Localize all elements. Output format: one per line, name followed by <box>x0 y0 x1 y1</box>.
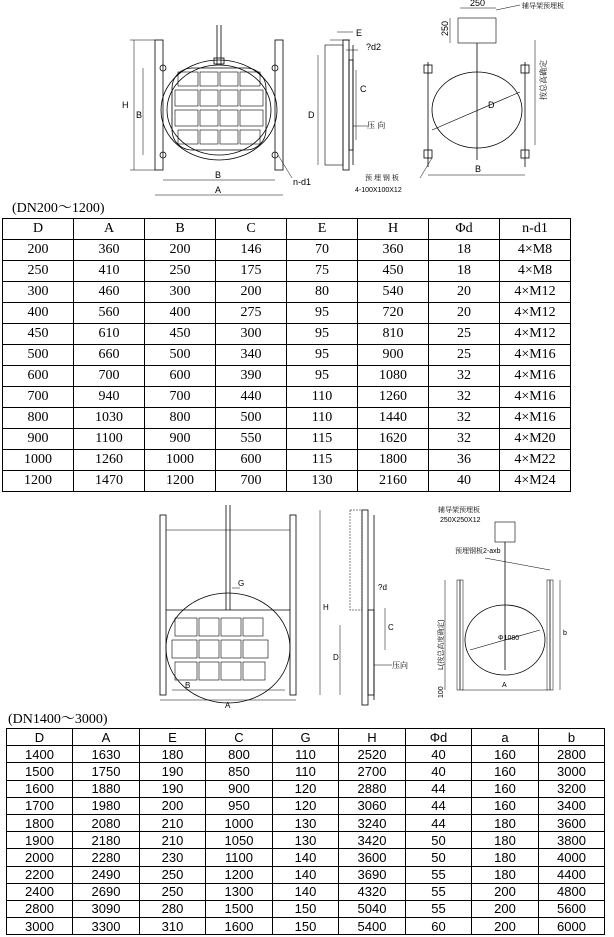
table-cell: 18 <box>429 240 500 261</box>
install2-label-embed: 预埋钢板2-axb <box>455 548 501 555</box>
table-cell: 2520 <box>339 746 406 763</box>
table-cell: 1620 <box>358 429 429 450</box>
table-cell: 4400 <box>539 866 605 883</box>
table-cell: 950 <box>206 797 273 814</box>
install-dim-250-side: 250 <box>440 20 450 36</box>
table-cell: 460 <box>74 282 145 303</box>
table-cell: 2700 <box>339 763 406 780</box>
table-cell: 600 <box>3 366 74 387</box>
table-cell: 1700 <box>7 797 73 814</box>
table-cell: 600 <box>216 450 287 471</box>
table-cell: 1200 <box>206 866 273 883</box>
table-cell: 160 <box>472 797 539 814</box>
table-cell: 275 <box>216 303 287 324</box>
table-cell: 160 <box>472 780 539 797</box>
front2-dim-a: A <box>225 701 231 710</box>
table-row <box>7 883 605 900</box>
table-cell: 720 <box>358 303 429 324</box>
column-header: A <box>73 729 140 746</box>
table-cell: 3400 <box>539 797 605 814</box>
install-label-guide-plate: 辅导架预埋板 <box>522 3 564 10</box>
install-view <box>420 5 535 178</box>
table-cell: 40 <box>429 471 500 492</box>
column-header: B <box>145 219 216 240</box>
table-cell: 4000 <box>539 849 605 866</box>
table-cell: 610 <box>74 324 145 345</box>
table-cell: 200 <box>472 918 539 935</box>
table-cell: 210 <box>140 814 206 831</box>
table-cell: 500 <box>145 345 216 366</box>
table-cell: 410 <box>74 261 145 282</box>
table-cell: 900 <box>206 780 273 797</box>
table-cell: 2490 <box>73 866 140 883</box>
table-cell: 1980 <box>73 797 140 814</box>
table-cell: 50 <box>406 849 472 866</box>
table-cell: 25 <box>429 345 500 366</box>
drawing-dn200-1200 <box>110 0 590 200</box>
table-cell: 180 <box>472 849 539 866</box>
table-row <box>7 797 605 814</box>
table-cell: 1300 <box>206 883 273 900</box>
table-cell: 250 <box>140 866 206 883</box>
table-cell: 250 <box>3 261 74 282</box>
drawing-dn1400-3000 <box>140 500 590 710</box>
table-cell: 800 <box>206 746 273 763</box>
table-cell: 2200 <box>7 866 73 883</box>
table-cell: 140 <box>273 849 339 866</box>
table-cell: 1200 <box>3 471 74 492</box>
table-cell: 115 <box>287 429 358 450</box>
table-cell: 3600 <box>539 814 605 831</box>
table-cell: 800 <box>3 408 74 429</box>
table-row <box>7 866 605 883</box>
table-cell: 1000 <box>206 814 273 831</box>
table-cell: 1030 <box>74 408 145 429</box>
table-cell: 70 <box>287 240 358 261</box>
table-row <box>3 261 571 282</box>
table-row <box>7 918 605 935</box>
table-cell: 40 <box>406 763 472 780</box>
table-cell: 1600 <box>7 780 73 797</box>
table-cell: 1440 <box>358 408 429 429</box>
table-row <box>3 429 571 450</box>
table-cell: 40 <box>406 746 472 763</box>
front2-dim-h: H <box>323 603 329 612</box>
column-header: D <box>3 219 74 240</box>
table-cell: 560 <box>74 303 145 324</box>
table-cell: 4×M12 <box>500 303 571 324</box>
table-cell: 2000 <box>7 849 73 866</box>
table-cell: 2280 <box>73 849 140 866</box>
table-cell: 700 <box>3 387 74 408</box>
table-cell: 700 <box>145 387 216 408</box>
install-dim-b: B <box>475 164 482 174</box>
table-cell: 146 <box>216 240 287 261</box>
table-cell: 160 <box>472 746 539 763</box>
table-cell: 95 <box>287 345 358 366</box>
table-cell: 900 <box>358 345 429 366</box>
table-cell: 5600 <box>539 900 605 917</box>
table-cell: 660 <box>74 345 145 366</box>
table-row <box>3 471 571 492</box>
table-cell: 3600 <box>339 849 406 866</box>
table-cell: 3000 <box>7 918 73 935</box>
table-row <box>3 303 571 324</box>
install-dim-250-top: 250 <box>470 0 486 8</box>
table-cell: 200 <box>216 282 287 303</box>
front-dim-a: A <box>215 185 222 195</box>
table-cell: 230 <box>140 849 206 866</box>
table-cell: 2800 <box>7 900 73 917</box>
table-cell: 180 <box>472 814 539 831</box>
table-cell: 5040 <box>339 900 406 917</box>
table-cell: 450 <box>145 324 216 345</box>
table-cell: 850 <box>206 763 273 780</box>
table-cell: 4×M16 <box>500 345 571 366</box>
table-cell: 810 <box>358 324 429 345</box>
table-cell: 400 <box>145 303 216 324</box>
table-row <box>7 763 605 780</box>
table-cell: 4×M12 <box>500 282 571 303</box>
table-cell: 1000 <box>145 450 216 471</box>
table-cell: 1500 <box>7 763 73 780</box>
table-cell: 130 <box>273 814 339 831</box>
table-cell: 450 <box>358 261 429 282</box>
table-cell: 440 <box>216 387 287 408</box>
table-cell: 1080 <box>358 366 429 387</box>
table-cell: 44 <box>406 797 472 814</box>
table-cell: 140 <box>273 883 339 900</box>
table-cell: 120 <box>273 797 339 814</box>
table-cell: 110 <box>287 387 358 408</box>
table-header-row <box>7 729 605 746</box>
table-row <box>7 832 605 849</box>
table-cell: 80 <box>287 282 358 303</box>
table-cell: 140 <box>273 866 339 883</box>
table-cell: 200 <box>472 900 539 917</box>
table-cell: 900 <box>3 429 74 450</box>
table-cell: 130 <box>287 471 358 492</box>
table-cell: 50 <box>406 832 472 849</box>
column-header: G <box>273 729 339 746</box>
table-cell: 4×M12 <box>500 324 571 345</box>
table-row <box>3 282 571 303</box>
front-dim-b-side: B <box>136 110 143 120</box>
table-cell: 1500 <box>206 900 273 917</box>
table-cell: 4×M20 <box>500 429 571 450</box>
table-cell: 55 <box>406 883 472 900</box>
table-cell: 55 <box>406 866 472 883</box>
side2-dim-d: ?d <box>378 583 387 592</box>
table-cell: 2400 <box>7 883 73 900</box>
table-cell: 300 <box>216 324 287 345</box>
table-cell: 700 <box>216 471 287 492</box>
table-cell: 940 <box>74 387 145 408</box>
table-row <box>7 849 605 866</box>
table-cell: 3200 <box>539 780 605 797</box>
table-cell: 3690 <box>339 866 406 883</box>
table-cell: 1400 <box>7 746 73 763</box>
table-cell: 300 <box>145 282 216 303</box>
side-dim-d2: ?d2 <box>366 42 382 52</box>
table-cell: 4800 <box>539 883 605 900</box>
install2-dim-b: b <box>563 630 567 637</box>
column-header: H <box>339 729 406 746</box>
table-cell: 180 <box>472 866 539 883</box>
table-cell: 340 <box>216 345 287 366</box>
table-cell: 280 <box>140 900 206 917</box>
table-cell: 32 <box>429 366 500 387</box>
table1-range-label: (DN200～1200) <box>12 201 105 216</box>
table-cell: 1800 <box>358 450 429 471</box>
column-header: b <box>539 729 605 746</box>
table-cell: 600 <box>145 366 216 387</box>
table-cell: 800 <box>145 408 216 429</box>
table-cell: 300 <box>3 282 74 303</box>
table-cell: 500 <box>3 345 74 366</box>
table-cell: 1000 <box>3 450 74 471</box>
table-cell: 310 <box>140 918 206 935</box>
spec-table-dn200-1200 <box>2 218 571 492</box>
table-cell: 2800 <box>539 746 605 763</box>
table-cell: 75 <box>287 261 358 282</box>
install-dim-d: D <box>488 100 495 110</box>
table-row <box>3 324 571 345</box>
table-cell: 55 <box>406 900 472 917</box>
side2-dim-d-vert: D <box>333 653 339 662</box>
table-row <box>3 366 571 387</box>
table-cell: 4320 <box>339 883 406 900</box>
table-row <box>3 345 571 366</box>
front-dim-h: H <box>122 100 129 110</box>
table-cell: 550 <box>216 429 287 450</box>
table-cell: 120 <box>273 780 339 797</box>
table-cell: 500 <box>216 408 287 429</box>
table-cell: 540 <box>358 282 429 303</box>
table-cell: 110 <box>273 746 339 763</box>
front-view <box>130 25 292 195</box>
table-row <box>3 387 571 408</box>
table-cell: 250 <box>140 883 206 900</box>
install2-label-guide-plate: 辅导架预埋板 <box>438 507 480 514</box>
table-cell: 160 <box>472 763 539 780</box>
table-cell: 190 <box>140 763 206 780</box>
table-cell: 360 <box>74 240 145 261</box>
table2-range-label: (DN1400～3000) <box>8 712 108 727</box>
table-cell: 1100 <box>206 849 273 866</box>
table-cell: 44 <box>406 780 472 797</box>
table-cell: 32 <box>429 429 500 450</box>
front2-dim-b: B <box>185 681 191 690</box>
table-cell: 700 <box>74 366 145 387</box>
table-cell: 450 <box>3 324 74 345</box>
install-label-embed: 预 埋 钢 板 <box>365 175 399 182</box>
table-cell: 190 <box>140 780 206 797</box>
table-cell: 1880 <box>73 780 140 797</box>
column-header: H <box>358 219 429 240</box>
install2-label-guide-size: 250X250X12 <box>440 517 481 524</box>
install2-dim-100: 100 <box>438 686 445 698</box>
table-cell: 360 <box>358 240 429 261</box>
table-cell: 3800 <box>539 832 605 849</box>
table-cell: 60 <box>406 918 472 935</box>
column-header: Φd <box>406 729 472 746</box>
table-cell: 1260 <box>74 450 145 471</box>
column-header: C <box>216 219 287 240</box>
table-cell: 150 <box>273 900 339 917</box>
column-header: n-d1 <box>500 219 571 240</box>
table-cell: 4×M8 <box>500 240 571 261</box>
front-view-2 <box>160 505 320 703</box>
table-row <box>7 814 605 831</box>
table-cell: 3000 <box>539 763 605 780</box>
front-dim-b: B <box>215 170 222 180</box>
column-header: A <box>74 219 145 240</box>
table-cell: 200 <box>140 797 206 814</box>
table-row <box>3 408 571 429</box>
install-label-embed-size: 4-100X100X12 <box>355 187 402 194</box>
table-cell: 2880 <box>339 780 406 797</box>
table-cell: 1100 <box>74 429 145 450</box>
side-dim-e: E <box>356 28 363 38</box>
side2-label-flow: 压向 <box>392 661 408 670</box>
table-cell: 1750 <box>73 763 140 780</box>
table-cell: 3060 <box>339 797 406 814</box>
table-cell: 1900 <box>7 832 73 849</box>
table-cell: 20 <box>429 303 500 324</box>
table-cell: 3300 <box>73 918 140 935</box>
table-cell: 130 <box>273 832 339 849</box>
side2-dim-c: C <box>388 623 394 632</box>
table-cell: 150 <box>273 918 339 935</box>
table-cell: 1630 <box>73 746 140 763</box>
column-header: D <box>7 729 73 746</box>
table-row <box>3 240 571 261</box>
table-cell: 4×M16 <box>500 387 571 408</box>
table-row <box>3 450 571 471</box>
table-cell: 175 <box>216 261 287 282</box>
column-header: Φd <box>429 219 500 240</box>
spec-table-dn1400-3000 <box>6 728 605 935</box>
table-cell: 32 <box>429 387 500 408</box>
table-cell: 3240 <box>339 814 406 831</box>
table-cell: 1470 <box>74 471 145 492</box>
table-cell: 1050 <box>206 832 273 849</box>
side-view <box>318 32 368 170</box>
table-cell: 44 <box>406 814 472 831</box>
table-cell: 36 <box>429 450 500 471</box>
front2-dim-g: G <box>238 579 245 588</box>
column-header: C <box>206 729 273 746</box>
install-label-height: 按总高确定 <box>539 60 548 100</box>
table-cell: 115 <box>287 450 358 471</box>
side-dim-c: C <box>360 84 367 94</box>
table-cell: 20 <box>429 282 500 303</box>
table-cell: 200 <box>145 240 216 261</box>
table-cell: 25 <box>429 324 500 345</box>
table-cell: 5400 <box>339 918 406 935</box>
column-header: E <box>140 729 206 746</box>
table-cell: 2160 <box>358 471 429 492</box>
table-cell: 390 <box>216 366 287 387</box>
table-cell: 4×M8 <box>500 261 571 282</box>
table-row <box>7 780 605 797</box>
table-cell: 180 <box>472 832 539 849</box>
table-cell: 1260 <box>358 387 429 408</box>
table-cell: 110 <box>287 408 358 429</box>
table-cell: 18 <box>429 261 500 282</box>
table-row <box>7 900 605 917</box>
column-header: E <box>287 219 358 240</box>
table-row <box>7 746 605 763</box>
table-cell: 4×M22 <box>500 450 571 471</box>
table-cell: 1200 <box>145 471 216 492</box>
table-cell: 110 <box>273 763 339 780</box>
table-cell: 3420 <box>339 832 406 849</box>
table-cell: 250 <box>145 261 216 282</box>
table-cell: 32 <box>429 408 500 429</box>
table-cell: 2690 <box>73 883 140 900</box>
table-cell: 400 <box>3 303 74 324</box>
column-header: a <box>472 729 539 746</box>
table-cell: 210 <box>140 832 206 849</box>
side-dim-d: D <box>308 110 315 120</box>
table-cell: 95 <box>287 324 358 345</box>
table-cell: 95 <box>287 303 358 324</box>
table-cell: 6000 <box>539 918 605 935</box>
table-cell: 3090 <box>73 900 140 917</box>
table-cell: 1600 <box>206 918 273 935</box>
table-cell: 200 <box>472 883 539 900</box>
side-view-2 <box>340 510 392 705</box>
install2-dim-a: A <box>502 682 507 689</box>
table-cell: 4×M16 <box>500 408 571 429</box>
table-cell: 2080 <box>73 814 140 831</box>
table-cell: 200 <box>3 240 74 261</box>
install2-dim-circle: Φ1080 <box>498 635 520 642</box>
table-cell: 180 <box>140 746 206 763</box>
table-cell: 1800 <box>7 814 73 831</box>
table-cell: 4×M16 <box>500 366 571 387</box>
front-label-bolt: n-d1 <box>293 177 312 187</box>
table-cell: 4×M24 <box>500 471 571 492</box>
table-cell: 2180 <box>73 832 140 849</box>
install2-label-l: L(按总高度确定) <box>438 619 445 670</box>
side-label-flow: 压 向 <box>367 121 386 130</box>
table-cell: 95 <box>287 366 358 387</box>
table-cell: 900 <box>145 429 216 450</box>
table-header-row <box>3 219 571 240</box>
